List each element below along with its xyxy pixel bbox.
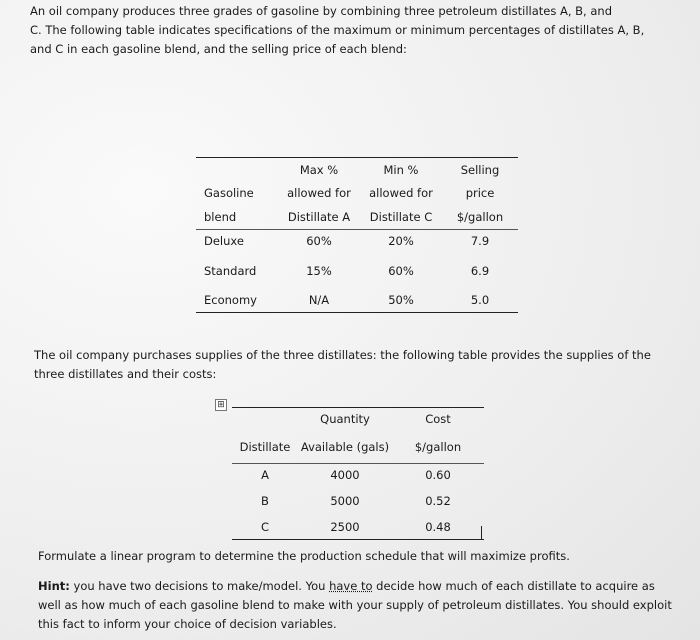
table-header-cell: Min % bbox=[383, 162, 419, 177]
table-row bbox=[196, 288, 518, 312]
supply-paragraph bbox=[34, 346, 684, 384]
table-header-cell: Distillate bbox=[239, 439, 291, 454]
table-cell: 7.9 bbox=[442, 229, 518, 253]
table-cell: Economy bbox=[204, 292, 257, 307]
table-row bbox=[196, 253, 518, 288]
table-cell: C bbox=[260, 520, 270, 535]
table-cell: B bbox=[261, 494, 269, 508]
table-header-row bbox=[196, 205, 518, 229]
table-header-row bbox=[196, 182, 518, 206]
table-header-cell: Quantity bbox=[320, 412, 370, 427]
table-cell: 0.52 bbox=[425, 494, 451, 508]
table-header-cell: blend bbox=[204, 209, 237, 224]
table-cell: 15% bbox=[306, 263, 332, 278]
formulate-instruction: Formulate a linear program to determine the production schedule that will maximize profits. bbox=[38, 549, 570, 563]
hint-text-b: decide how much of each distillate to acquire as well as how much of each gasoline blend to make with your supply of petroleum distillates. You should exploit this fact to inform your choice of decision variables. bbox=[38, 579, 672, 631]
table-header-cell bbox=[196, 158, 278, 182]
table-cell: 60% bbox=[278, 229, 360, 253]
hint-underlined-text: have to bbox=[329, 579, 373, 593]
table-cell: A bbox=[232, 463, 298, 486]
intro-paragraph bbox=[30, 2, 690, 59]
table-header-cell: Selling bbox=[460, 162, 500, 177]
supply-line-2: three distillates and their costs: bbox=[34, 367, 217, 381]
hint-label: Hint: bbox=[38, 579, 70, 593]
table-move-handle-icon[interactable]: ⊞ bbox=[215, 399, 227, 411]
table-header-cell: Cost bbox=[425, 412, 451, 427]
intro-line-2: C. The following table indicates specifications of the maximum or minimum percentages of distillates A, B, bbox=[30, 23, 645, 37]
table-row bbox=[232, 486, 484, 516]
table-cell: 0.48 bbox=[425, 520, 451, 535]
blend-spec-table bbox=[196, 157, 518, 313]
table-cell: 4000 bbox=[298, 463, 392, 486]
intro-line-1: An oil company produces three grades of gasoline by combining three petroleum distillates A, B, and bbox=[30, 4, 613, 18]
table-cell: Deluxe bbox=[196, 229, 278, 253]
table-header-row bbox=[196, 158, 518, 182]
table-cell: 5.0 bbox=[470, 292, 490, 307]
table-row bbox=[232, 463, 484, 486]
table-cell: 5000 bbox=[330, 494, 360, 508]
table-header-cell: allowed for bbox=[369, 186, 433, 201]
table-cell: 20% bbox=[360, 229, 442, 253]
table-cell: N/A bbox=[308, 292, 330, 307]
supply-line-1: The oil company purchases supplies of the three distillates: the following table provides the supplies of the bbox=[34, 348, 651, 362]
supply-table bbox=[232, 407, 484, 540]
table-header-row bbox=[232, 408, 484, 431]
hint-text-a: you have two decisions to make/model. You bbox=[69, 579, 330, 593]
table-row bbox=[232, 516, 484, 539]
table-cell: 50% bbox=[388, 292, 414, 307]
hint-paragraph bbox=[38, 577, 678, 634]
table-header-cell: Gasoline bbox=[204, 186, 254, 201]
table-header-cell: Distillate C bbox=[369, 209, 433, 224]
table-cell: 6.9 bbox=[470, 263, 490, 278]
table-header-row bbox=[232, 431, 484, 464]
text-cursor bbox=[481, 526, 482, 539]
table-header-cell: $/gallon bbox=[456, 209, 504, 224]
table-cell: 0.60 bbox=[392, 463, 484, 486]
table-header-cell: price bbox=[465, 186, 495, 201]
table-row bbox=[196, 229, 518, 253]
intro-line-3: and C in each gasoline blend, and the selling price of each blend: bbox=[30, 42, 407, 56]
table-header-cell bbox=[232, 408, 298, 431]
table-cell: 2500 bbox=[330, 520, 360, 535]
table-header-cell: allowed for bbox=[287, 186, 351, 201]
table-header-cell: $/gallon bbox=[414, 439, 462, 454]
table-cell: 60% bbox=[388, 263, 414, 278]
table-header-cell: Distillate A bbox=[287, 209, 351, 224]
table-header-cell: Available (gals) bbox=[300, 439, 390, 454]
table-header-cell: Max % bbox=[299, 162, 339, 177]
table-cell: Standard bbox=[204, 263, 257, 278]
